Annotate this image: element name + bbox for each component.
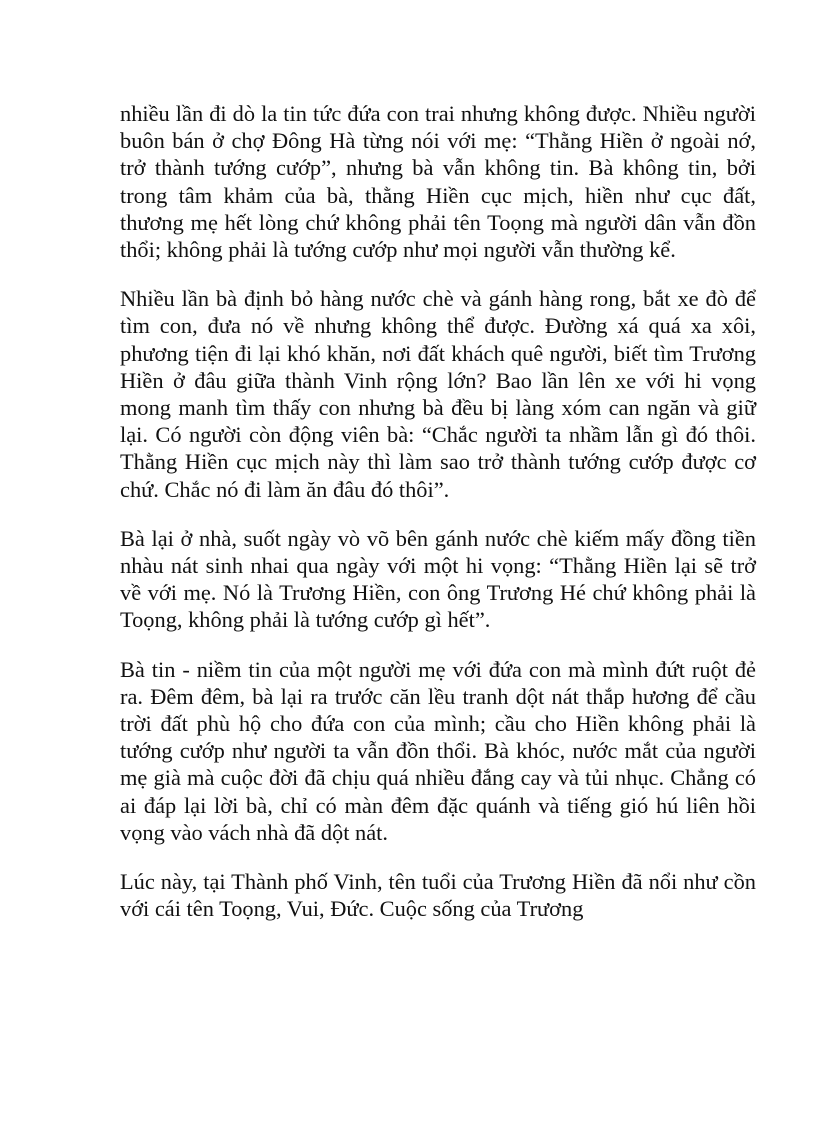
- paragraph-4: Bà tin - niềm tin của một người mẹ với đứa con mà mình đứt ruột đẻ ra. Đêm đêm, bà lại ra trước căn lều tranh dột nát thắp hương để cầu trời đất phù hộ cho đứa con của mình; cầu cho Hiền không phải là tướng cướp như người ta vẫn đồn thổi. Bà khóc, nước mắt của người mẹ già mà cuộc đời đã chịu quá nhiều đắng cay và tủi nhục. Chẳng có ai đáp lại lời bà, chỉ có màn đêm đặc quánh và tiếng gió hú liên hồi vọng vào vách nhà đã dột nát.: [120, 656, 756, 845]
- document-body: [120, 100, 756, 944]
- paragraph-1: nhiều lần đi dò la tin tức đứa con trai nhưng không được. Nhiều người buôn bán ở chợ Đông Hà từng nói với mẹ: “Thằng Hiền ở ngoài nớ, trở thành tướng cướp”, nhưng bà vẫn không tin. Bà không tin, bởi trong tâm khảm của bà, thằng Hiền cục mịch, hiền như cục đất, thương mẹ hết lòng chứ không phải tên Toọng mà người dân vẫn đồn thổi; không phải là tướng cướp như mọi người vẫn thường kể.: [120, 101, 756, 263]
- paragraph-2: Nhiều lần bà định bỏ hàng nước chè và gánh hàng rong, bắt xe đò để tìm con, đưa nó về nhưng không thể được. Đường xá quá xa xôi, phương tiện đi lại khó khăn, nơi đất khách quê người, biết tìm Trương Hiền ở đâu giữa thành Vinh rộng lớn? Bao lần lên xe với hi vọng mong manh tìm thấy con nhưng bà đều bị làng xóm can ngăn và giữ lại. Có người còn động viên bà: “Chắc người ta nhầm lẫn gì đó thôi. Thằng Hiền cục mịch này thì làm sao trở thành tướng cướp được cơ chứ. Chắc nó đi làm ăn đâu đó thôi”.: [120, 286, 756, 502]
- paragraph-3: Bà lại ở nhà, suốt ngày vò võ bên gánh nước chè kiếm mấy đồng tiền nhàu nát sinh nhai qua ngày với một hi vọng: “Thằng Hiền lại sẽ trở về với mẹ. Nó là Trương Hiền, con ông Trương Hé chứ không phải là Toọng, không phải là tướng cướp gì hết”.: [120, 525, 756, 633]
- paragraph-5: Lúc này, tại Thành phố Vinh, tên tuổi của Trương Hiền đã nổi như cồn với cái tên Toọng, Vui, Đức. Cuộc sống của Trương: [120, 869, 756, 922]
